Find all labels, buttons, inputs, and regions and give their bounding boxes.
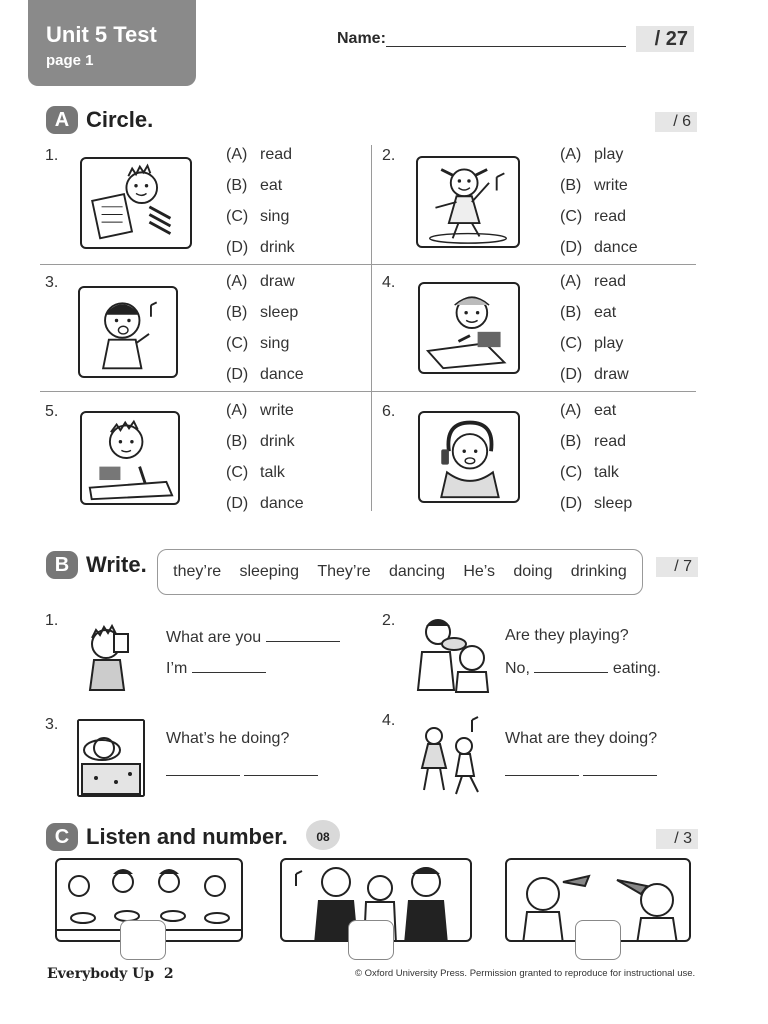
picture-boy-sleeping (76, 718, 146, 798)
name-field-line[interactable] (386, 46, 626, 47)
option[interactable]: (A) play (560, 146, 624, 163)
picture-girl-drawing (418, 282, 520, 374)
option[interactable]: (A) draw (226, 273, 295, 290)
section-a-title: Circle. (86, 107, 154, 132)
item-3-options (226, 272, 356, 396)
option[interactable]: (C) talk (226, 464, 285, 481)
answer-line (505, 762, 657, 781)
section-a-header (46, 106, 153, 134)
option[interactable]: (B) sleep (226, 304, 299, 321)
answer-box-3[interactable] (575, 920, 621, 960)
section-c-header (46, 823, 288, 851)
section-a-score: / 6 (655, 112, 697, 132)
word-bank-word: dancing (388, 563, 446, 580)
total-score-box: / 27 (636, 26, 694, 52)
audio-track-icon[interactable]: 08 (306, 820, 340, 850)
name-label: Name: (337, 30, 386, 47)
question-text: What’s he doing? (166, 730, 290, 747)
question-text: What are they doing? (505, 730, 658, 747)
option[interactable]: (A) read (560, 273, 627, 290)
section-c-title: Listen and number. (86, 824, 288, 849)
unit-title: Unit 5 Test (46, 22, 157, 47)
answer-blank[interactable] (166, 762, 240, 776)
section-c-score: / 3 (656, 829, 698, 849)
item-number: 1. (45, 147, 59, 164)
answer-blank[interactable] (583, 762, 657, 776)
option[interactable]: (B) eat (560, 304, 617, 321)
option[interactable]: (A) write (226, 402, 294, 419)
option[interactable]: (B) read (560, 433, 627, 450)
option[interactable]: (D) drink (226, 239, 295, 256)
word-bank-word: sleeping (239, 563, 300, 580)
option[interactable]: (D) dance (226, 495, 304, 512)
option[interactable]: (C) read (560, 208, 627, 225)
picture-boy-reading (80, 157, 192, 249)
item-1-options (226, 145, 356, 269)
section-a-badge: A (46, 106, 78, 134)
item-number: 4. (382, 712, 396, 729)
option[interactable]: (B) write (560, 177, 628, 194)
question-text: What are you (166, 628, 340, 647)
item-2-options (560, 145, 690, 269)
option[interactable]: (B) drink (226, 433, 295, 450)
item-4-options (560, 272, 690, 396)
option[interactable]: (D) dance (560, 239, 638, 256)
footer-copyright: © Oxford University Press. Permission granted to reproduce for instructional use. (355, 968, 696, 979)
answer-text: I’m (166, 659, 266, 678)
item-number: 4. (382, 274, 396, 291)
option[interactable]: (A) read (226, 146, 293, 163)
answer-blank[interactable] (505, 762, 579, 776)
option[interactable]: (C) sing (226, 335, 290, 352)
picture-girl-talking (418, 411, 520, 503)
answer-blank[interactable] (244, 762, 318, 776)
answer-blank[interactable] (192, 659, 266, 673)
picture-boy-drinking (76, 618, 146, 694)
item-number: 2. (382, 147, 396, 164)
picture-boy-singing (78, 286, 178, 378)
word-bank-word: drinking (570, 563, 627, 580)
picture-girl-dancing (416, 156, 520, 248)
grid-divider-vertical (371, 145, 372, 511)
option[interactable]: (C) play (560, 335, 624, 352)
item-number: 5. (45, 403, 59, 420)
option[interactable]: (D) sleep (560, 495, 633, 512)
answer-blank[interactable] (266, 628, 340, 642)
section-c-badge: C (46, 823, 78, 851)
item-5-options (226, 401, 356, 525)
word-bank (157, 549, 643, 595)
section-b-badge: B (46, 551, 78, 579)
page-number: 2 (163, 966, 174, 982)
option[interactable]: (D) draw (560, 366, 629, 383)
item-number: 1. (45, 612, 59, 629)
question-text: Are they playing? (505, 627, 629, 644)
picture-boy-writing (80, 411, 180, 505)
section-b-score: / 7 (656, 557, 698, 577)
word-bank-word: They’re (317, 563, 371, 580)
item-number: 2. (382, 612, 396, 629)
item-6-options (560, 401, 690, 525)
option[interactable]: (B) eat (226, 177, 283, 194)
footer-brand: Everybody Up 2 (47, 966, 174, 982)
word-bank-word: they’re (173, 563, 222, 580)
option[interactable]: (A) eat (560, 402, 617, 419)
answer-line (166, 762, 318, 781)
answer-box-2[interactable] (348, 920, 394, 960)
item-number: 3. (45, 716, 59, 733)
word-bank-word: He’s (463, 563, 496, 580)
option[interactable]: (D) dance (226, 366, 304, 383)
item-number: 3. (45, 274, 59, 291)
page-label: page 1 (46, 52, 94, 69)
answer-blank[interactable] (534, 659, 608, 673)
picture-kids-dancing (414, 716, 488, 798)
answer-text: No, eating. (505, 660, 661, 677)
item-number: 6. (382, 403, 396, 420)
section-b-title: Write. (86, 552, 147, 577)
answer-box-1[interactable] (120, 920, 166, 960)
option[interactable]: (C) sing (226, 208, 290, 225)
picture-kids-eating (414, 612, 498, 696)
section-b-header (46, 551, 147, 579)
word-bank-word: doing (513, 563, 553, 580)
unit-title-tab (28, 0, 196, 86)
option[interactable]: (C) talk (560, 464, 619, 481)
